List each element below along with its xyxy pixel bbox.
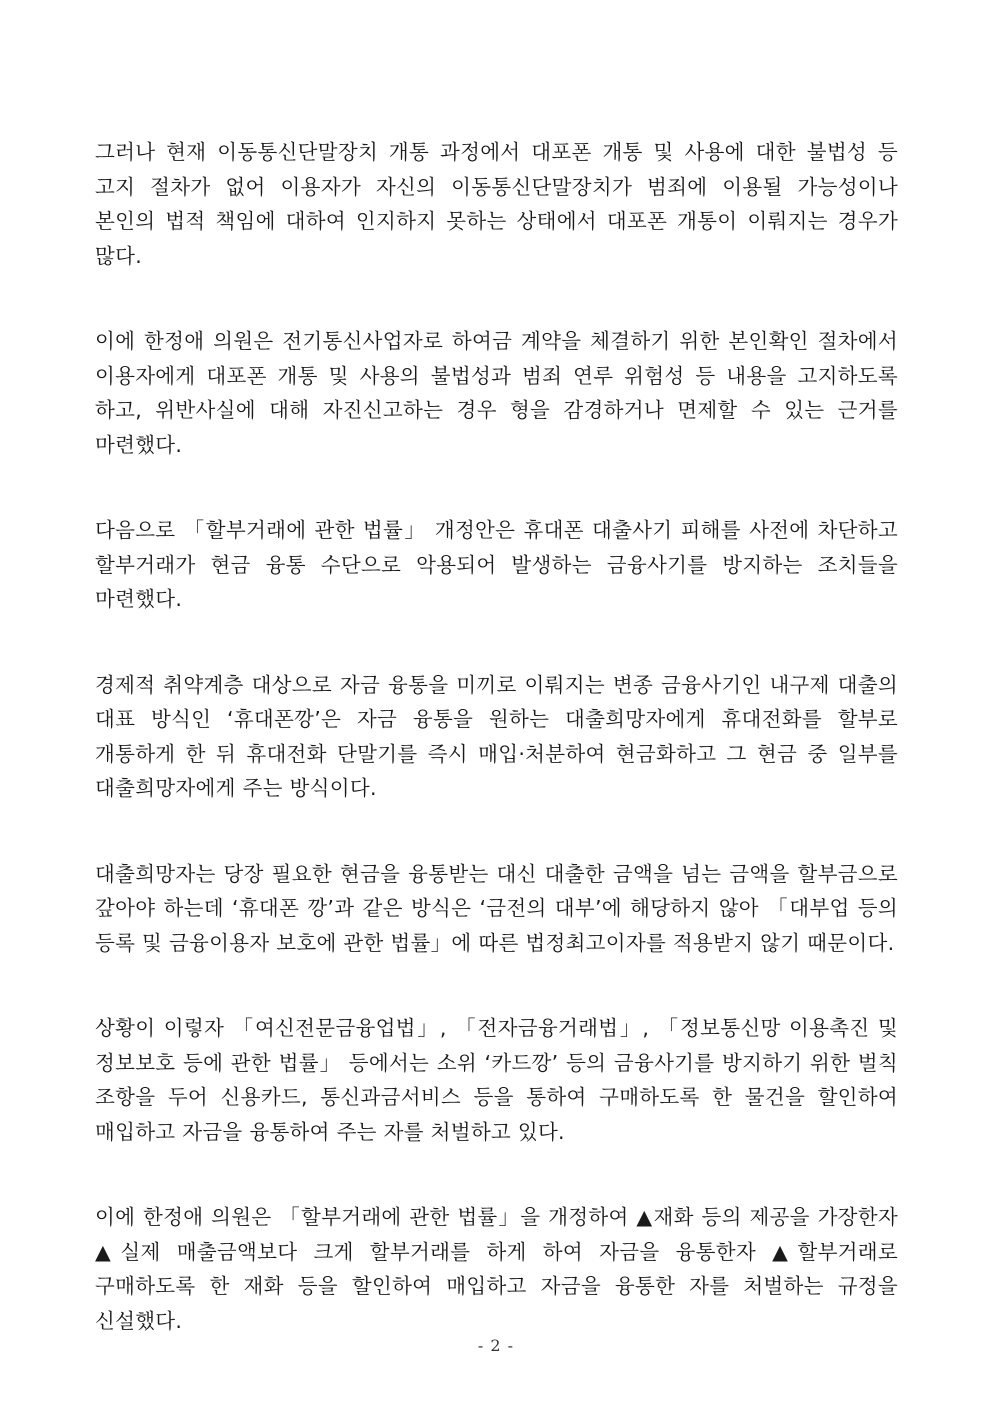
paragraph-1: 그러나 현재 이동통신단말장치 개통 과정에서 대포폰 개통 및 사용에 대한 불법성 등 고지 절차가 없어 이용자가 자신의 이동통신단말장치가 범죄에 이용될 가능성이나 본인의 법적 책임에 대하여 인지하지 못하는 상태에서 대포폰 개통이 이뤄지는 경우가 많다. [95, 140, 898, 268]
paragraph-6: 상황이 이렇자 「여신전문금융업법」, 「전자금융거래법」, 「정보통신망 이용촉진 및 정보보호 등에 관한 법률」 등에서는 소위 ‘카드깡’ 등의 금융사기를 방지하기 위한 벌칙 조항을 두어 신용카드, 통신과금서비스 등을 통하여 구매하도록 한 물건을 할인하여 매입하고 자금을 융통하여 주는 자를 처벌하고 있다. [95, 1016, 898, 1144]
paragraph-7: 이에 한정애 의원은 「할부거래에 관한 법률」을 개정하여 ▲재화 등의 제공을 가장한자 ▲실제 매출금액보다 크게 할부거래를 하게 하여 자금을 융통한자 ▲할부거래로 구매하도록 한 재화 등을 할인하여 매입하고 자금을 융통한 자를 처벌하는 규정을 신설했다. [95, 1205, 898, 1333]
paragraph-4: 경제적 취약계층 대상으로 자금 융통을 미끼로 이뤄지는 변종 금융사기인 내구제 대출의 대표 방식인 ‘휴대폰깡’은 자금 융통을 원하는 대출희망자에게 휴대전화를 할부로 개통하게 한 뒤 휴대전화 단말기를 즉시 매입·처분하여 현금화하고 그 현금 중 일부를 대출희망자에게 주는 방식이다. [95, 672, 898, 800]
page-number: - 2 - [477, 1336, 515, 1355]
paragraph-5: 대출희망자는 당장 필요한 현금을 융통받는 대신 대출한 금액을 넘는 금액을 할부금으로 갚아야 하는데 ‘휴대폰 깡’과 같은 방식은 ‘금전의 대부’에 해당하지 않아 「대부업 등의 등록 및 금융이용자 보호에 관한 법률」에 따른 법정최고이자를 적용받지 않기 때문이다. [95, 861, 898, 955]
paragraph-2: 이에 한정애 의원은 전기통신사업자로 하여금 계약을 체결하기 위한 본인확인 절차에서 이용자에게 대포폰 개통 및 사용의 불법성과 범죄 연루 위험성 등 내용을 고지하도록 하고, 위반사실에 대해 자진신고하는 경우 형을 감경하거나 면제할 수 있는 근거를 마련했다. [95, 329, 898, 457]
paragraph-3: 다음으로 「할부거래에 관한 법률」 개정안은 휴대폰 대출사기 피해를 사전에 차단하고 할부거래가 현금 융통 수단으로 악용되어 발생하는 금융사기를 방지하는 조치들을 마련했다. [95, 518, 898, 611]
document-body [95, 135, 898, 1389]
